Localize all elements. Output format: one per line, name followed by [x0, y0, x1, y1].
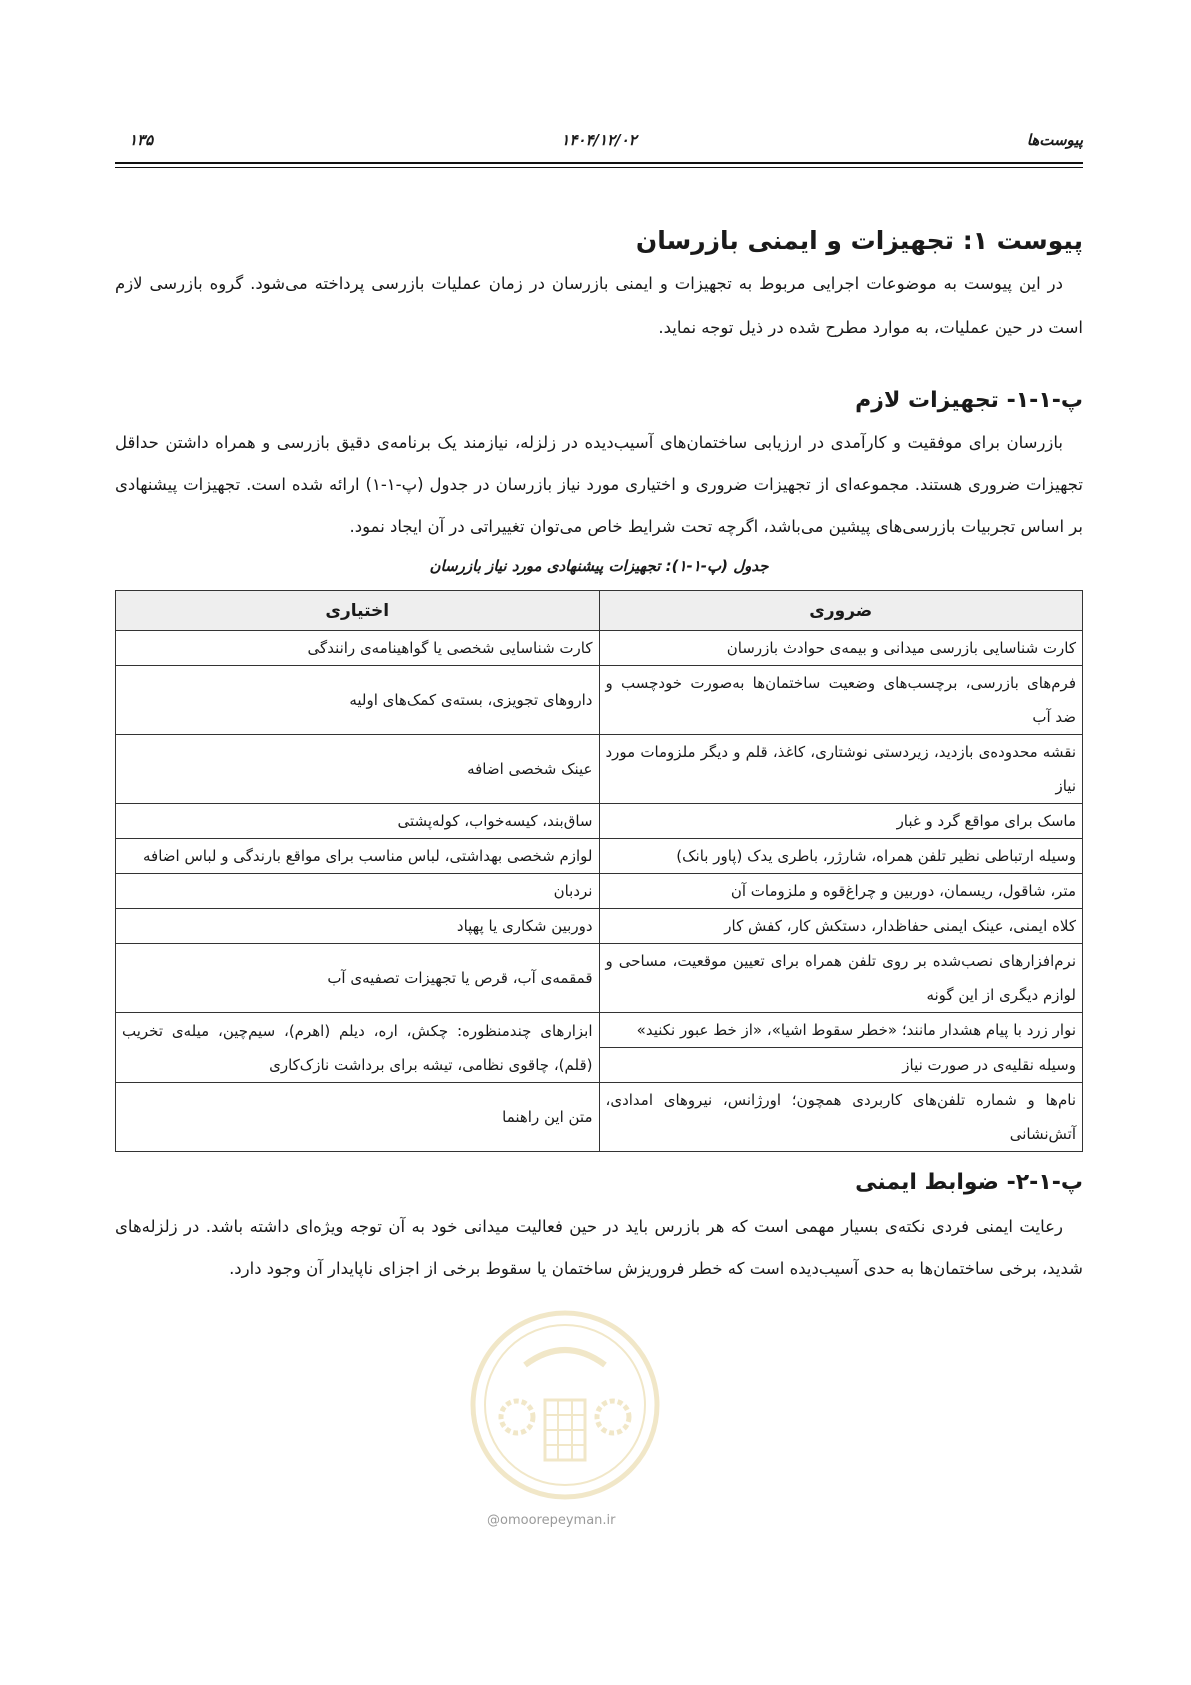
cell-optional: متن این راهنما — [116, 1083, 600, 1152]
cell-required: کلاه ایمنی، عینک ایمنی حفاظدار، دستکش کار، کفش کار — [599, 909, 1083, 944]
table-caption: جدول (پ-۱-۱): تجهیزات پیشنهادی مورد نیاز بازرسان — [429, 557, 769, 575]
column-header-optional: اختیاری — [116, 591, 600, 631]
watermark-seal — [465, 1305, 665, 1505]
cell-required: متر، شاقول، ریسمان، دوربین و چراغ‌قوه و ملزومات آن — [599, 874, 1083, 909]
table-row — [116, 839, 1083, 874]
header-page-number: ۱۳۵ — [129, 131, 154, 149]
table-row — [116, 631, 1083, 666]
watermark-url: @omoorepeyman.ir — [487, 1513, 616, 1528]
header-date: ۱۴۰۴/۱۲/۰۲ — [561, 131, 637, 149]
section-equipment-body: بازرسان برای موفقیت و کارآمدی در ارزیابی ساختمان‌های آسیب‌دیده در زلزله، نیازمند یک برنامه‌ی دقیق بازرسی و همراه داشتن حداقل تجهیزات ضروری هستند. مجموعه‌ای از تجهیزات ضروری و اختیاری مورد نیاز بازرسان در جدول (پ-۱-۱) ارائه شده است. تجهیزات پیشنهادی بر اساس تجربیات بازرسی‌های پیشین می‌باشد، اگرچه تحت شرایط خاص می‌توان تغییراتی در آن ایجاد نمود. — [115, 433, 1083, 536]
header-section-title: پیوست‌ها — [1026, 131, 1083, 149]
table-row — [116, 735, 1083, 804]
cell-optional: لوازم شخصی بهداشتی، لباس مناسب برای مواقع بارندگی و لباس اضافه — [116, 839, 600, 874]
cell-optional: قمقمه‌ی آب، قرص یا تجهیزات تصفیه‌ی آب — [116, 944, 600, 1013]
table-row — [116, 909, 1083, 944]
section-safety-body: رعایت ایمنی فردی نکته‌ی بسیار مهمی است که هر بازرس باید در حین فعالیت میدانی خود به آن توجه ویژه‌ای داشته باشد. در زلزله‌های شدید، برخی ساختمان‌ها به حدی آسیب‌دیده است که خطر فروریزش ساختمان یا سقوط برخی از اجزای ناپایدار آن وجود دارد. — [115, 1217, 1083, 1278]
cell-required: نقشه محدوده‌ی بازدید، زیردستی نوشتاری، کاغذ، قلم و دیگر ملزومات مورد نیاز — [599, 735, 1083, 804]
cell-optional-tools: ابزارهای چندمنظوره: چکش، اره، دیلم (اهرم)، سیم‌چین، میله‌ی تخریب (قلم)، چاقوی نظامی، تیشه برای برداشت نازک‌کاری — [116, 1013, 600, 1083]
appendix-title: پیوست ۱: تجهیزات و ایمنی بازرسان — [635, 226, 1083, 255]
cell-optional: داروهای تجویزی، بسته‌ی کمک‌های اولیه — [116, 666, 600, 735]
section-equipment-title: پ-۱-۱- تجهیزات لازم — [855, 388, 1083, 413]
cell-required: کارت شناسایی بازرسی میدانی و بیمه‌ی حوادث بازرسان — [599, 631, 1083, 666]
header-rule-thin — [115, 167, 1083, 168]
table-row — [116, 804, 1083, 839]
cell-required: وسیله نقلیه‌ی در صورت نیاز — [599, 1048, 1083, 1083]
cell-required: ماسک برای مواقع گرد و غبار — [599, 804, 1083, 839]
section-safety-title: پ-۱-۲- ضوابط ایمنی — [855, 1170, 1083, 1195]
cell-optional: کارت شناسایی شخصی یا گواهینامه‌ی رانندگی — [116, 631, 600, 666]
cell-required: وسیله ارتباطی نظیر تلفن همراه، شارژر، باطری یدک (پاور بانک) — [599, 839, 1083, 874]
table-header-row — [116, 591, 1083, 631]
table-row — [116, 874, 1083, 909]
table-row — [116, 1013, 1083, 1048]
cell-required: فرم‌های بازرسی، برچسب‌های وضعیت ساختمان‌ها به‌صورت خودچسب و ضد آب — [599, 666, 1083, 735]
column-header-required: ضروری — [599, 591, 1083, 631]
cell-required: نرم‌افزارهای نصب‌شده بر روی تلفن همراه برای تعیین موقعیت، مساحی و لوازم دیگری از این گونه — [599, 944, 1083, 1013]
cell-required: نوار زرد با پیام هشدار مانند؛ «خطر سقوط اشیا»، «از خط عبور نکنید» — [599, 1013, 1083, 1048]
appendix-intro: در این پیوست به موضوعات اجرایی مربوط به تجهیزات و ایمنی بازرسان در زمان عملیات بازرسی پرداخته می‌شود. گروه بازرسی لازم است در حین عملیات، به موارد مطرح شده در ذیل توجه نماید. — [115, 274, 1083, 337]
cell-optional: نردبان — [116, 874, 600, 909]
page-header — [115, 127, 1083, 167]
cell-required: نام‌ها و شماره تلفن‌های کاربردی همچون؛ اورژانس، نیروهای امدادی، آتش‌نشانی — [599, 1083, 1083, 1152]
cell-optional: ساق‌بند، کیسه‌خواب، کوله‌پشتی — [116, 804, 600, 839]
cell-optional: دوربین شکاری یا پهپاد — [116, 909, 600, 944]
table-row — [116, 944, 1083, 1013]
table-row — [116, 1083, 1083, 1152]
table-row — [116, 666, 1083, 735]
cell-optional: عینک شخصی اضافه — [116, 735, 600, 804]
equipment-table — [115, 590, 1083, 1152]
header-rule-thick — [115, 162, 1083, 164]
page-content — [115, 222, 1083, 1290]
